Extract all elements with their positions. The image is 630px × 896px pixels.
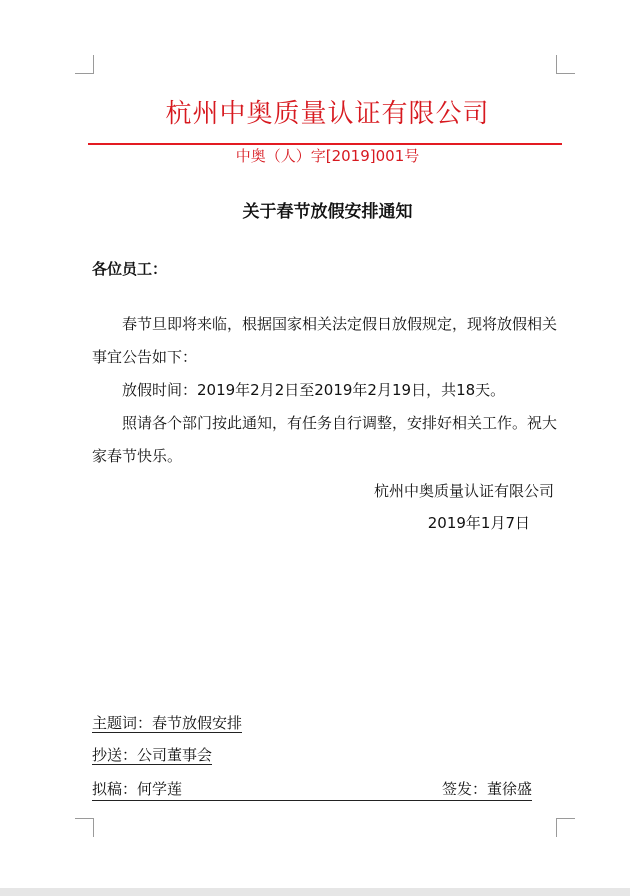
crop-mark-bottom-right — [556, 818, 575, 837]
body-paragraph: 春节旦即将来临，根据国家相关法定假日放假规定，现将放假相关事宜公告如下： — [92, 315, 558, 366]
crop-mark-top-left — [75, 55, 94, 74]
footer-subject — [92, 712, 242, 734]
body-paragraph: 放假时间：2019年2月2日至2019年2月19日，共18天。 — [122, 381, 506, 399]
signature-date: 2019年1月7日 — [427, 514, 530, 532]
footer-cc — [92, 744, 212, 766]
drafter — [92, 778, 182, 800]
cc-label: 抄送： — [92, 746, 138, 764]
notice-body — [92, 308, 562, 473]
crop-mark-bottom-left — [75, 818, 94, 837]
crop-mark-top-right — [556, 55, 575, 74]
footer-drafter-issuer — [92, 778, 532, 801]
subject-label: 主题词： — [92, 714, 153, 732]
company-header: 杭州中奥质量认证有限公司 — [165, 99, 490, 129]
salutation: 各位员工： — [92, 260, 168, 278]
issuer-value: 董徐盛 — [486, 780, 532, 798]
issuer-label: 签发： — [441, 780, 487, 798]
issuer — [442, 778, 532, 800]
drafter-label: 拟稿： — [92, 780, 138, 798]
window-bottom-strip — [0, 888, 630, 896]
body-paragraph: 照请各个部门按此通知，有任务自行调整，安排好相关工作。祝大家春节快乐。 — [92, 414, 558, 465]
subject-value: 春节放假安排 — [152, 714, 243, 732]
notice-title: 关于春节放假安排通知 — [242, 202, 413, 222]
signature-company: 杭州中奥质量认证有限公司 — [373, 482, 554, 500]
cc-value: 公司董事会 — [137, 746, 213, 764]
signature-block — [374, 475, 554, 539]
document-number: 中奥（人）字[2019]001号 — [235, 147, 420, 165]
drafter-value: 何学莲 — [137, 780, 183, 798]
